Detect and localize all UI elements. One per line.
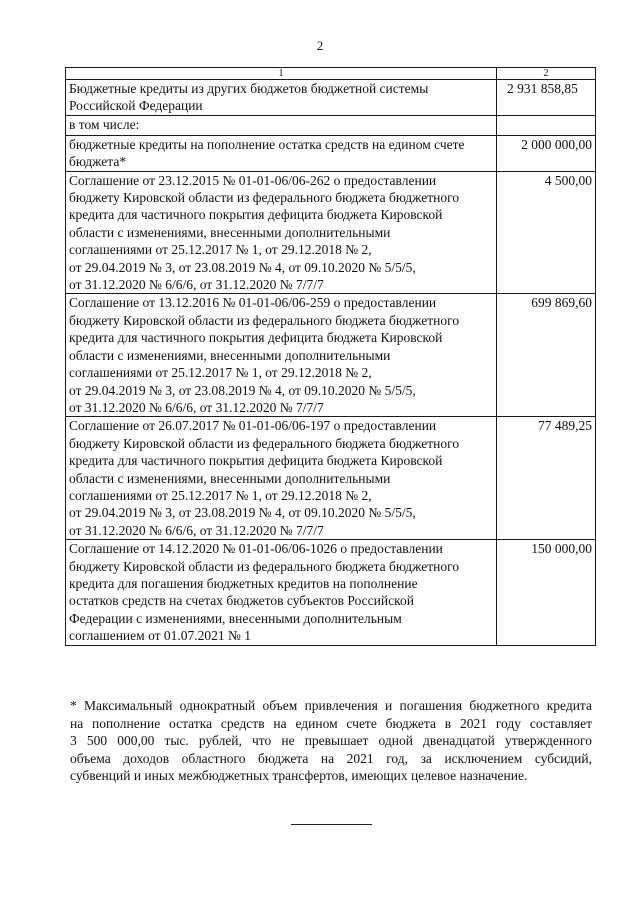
description-line: бюджетные кредиты на пополнение остатка средств на едином счете <box>69 136 465 152</box>
description-line: в том числе: <box>69 116 140 132</box>
description-line: кредита для частичного покрытия дефицита бюджета Кировской <box>69 207 443 223</box>
description-line: соглашениями от 25.12.2017 № 1, от 29.12.2018 № 2, <box>69 365 372 381</box>
table-row-including <box>66 115 596 135</box>
table-row-single-account-credits <box>66 135 596 171</box>
description-line: бюджету Кировской области из федерального бюджета бюджетного <box>69 190 460 206</box>
row-amount: 699 869,60 <box>497 294 596 417</box>
description-line: от 29.04.2019 № 3, от 23.08.2019 № 4, от 09.10.2020 № 5/5/5, <box>69 382 416 398</box>
description-line: бюджета* <box>69 154 127 170</box>
description-line: кредита для погашения бюджетных кредитов на пополнение <box>69 575 418 591</box>
description-line: соглашениями от 25.12.2017 № 1, от 29.12.2018 № 2, <box>69 487 372 503</box>
budget-credits-table <box>65 67 596 646</box>
footnote-line: на пополнение остатка средств на едином счете бюджета в 2021 году составляет <box>70 715 592 731</box>
table-row-agreement-2016 <box>66 294 596 417</box>
row-description <box>66 115 497 135</box>
column-header-description: 1 <box>66 68 497 80</box>
footnote-line: субвенций и иных межбюджетных трансфертов, имеющих целевое назначение. <box>70 768 528 784</box>
row-amount <box>497 115 596 135</box>
footnote-line: 3 500 000,00 тыс. рублей, что не превышает одной двенадцатой утвержденного <box>70 733 592 749</box>
page-number: 2 <box>316 38 324 53</box>
description-line: от 29.04.2019 № 3, от 23.08.2019 № 4, от 09.10.2020 № 5/5/5, <box>69 259 416 275</box>
end-divider <box>291 824 372 825</box>
footnote-line: * Максимальный однократный объем привлечения и погашения бюджетного кредита <box>70 698 592 713</box>
description-line: от 29.04.2019 № 3, от 23.08.2019 № 4, от 09.10.2020 № 5/5/5, <box>69 505 416 521</box>
row-description <box>66 80 497 116</box>
description-line: Бюджетные кредиты из других бюджетов бюджетной системы <box>69 81 429 96</box>
description-line: Соглашение от 14.12.2020 № 01-01-06/06-1026 о предоставлении <box>69 541 443 557</box>
description-line: бюджету Кировской области из федерального бюджета бюджетного <box>69 312 460 328</box>
description-line: Соглашение от 23.12.2015 № 01-01-06/06-262 о предоставлении <box>69 172 437 188</box>
description-line: от 31.12.2020 № 6/6/6, от 31.12.2020 № 7/7/7 <box>69 277 324 293</box>
row-amount: 2 931 858,85 <box>497 80 596 116</box>
description-line: Соглашение от 26.07.2017 № 01-01-06/06-197 о предоставлении <box>69 418 437 434</box>
row-description <box>66 540 497 645</box>
description-line: области с изменениями, внесенными дополнительными <box>69 347 391 363</box>
footnote-line: объема доходов областного бюджета на 2021 год, за исключением субсидий, <box>70 750 592 766</box>
row-description <box>66 135 497 171</box>
description-line: остатков средств на счетах бюджетов субъектов Российской <box>69 593 414 609</box>
footnote <box>70 697 592 785</box>
description-line: области с изменениями, внесенными дополнительными <box>69 470 391 486</box>
row-amount: 2 000 000,00 <box>497 135 596 171</box>
row-description <box>66 294 497 417</box>
description-line: от 31.12.2020 № 6/6/6, от 31.12.2020 № 7/7/7 <box>69 399 324 415</box>
row-description <box>66 171 497 294</box>
row-amount: 77 489,25 <box>497 417 596 540</box>
row-description <box>66 417 497 540</box>
description-line: от 31.12.2020 № 6/6/6, от 31.12.2020 № 7/7/7 <box>69 522 324 538</box>
description-line: кредита для частичного покрытия дефицита бюджета Кировской <box>69 453 443 469</box>
description-line: Российской Федерации <box>69 98 203 114</box>
description-line: Федерации с изменениями, внесенными дополнительным <box>69 610 402 626</box>
description-line: бюджету Кировской области из федерального бюджета бюджетного <box>69 558 460 574</box>
row-amount: 4 500,00 <box>497 171 596 294</box>
row-amount: 150 000,00 <box>497 540 596 645</box>
table-row-agreement-2020 <box>66 540 596 645</box>
description-line: бюджету Кировской области из федерального бюджета бюджетного <box>69 435 460 451</box>
column-header-amount: 2 <box>497 68 596 80</box>
description-line: Соглашение от 13.12.2016 № 01-01-06/06-259 о предоставлении <box>69 295 437 311</box>
table-row-budget-credits <box>66 80 596 116</box>
description-line: кредита для частичного покрытия дефицита бюджета Кировской <box>69 330 443 346</box>
table-row-agreement-2017 <box>66 417 596 540</box>
description-line: соглашениями от 25.12.2017 № 1, от 29.12.2018 № 2, <box>69 242 372 258</box>
table-row-agreement-2015 <box>66 171 596 294</box>
description-line: области с изменениями, внесенными дополнительными <box>69 224 391 240</box>
table-header-row <box>66 68 596 80</box>
description-line: соглашением от 01.07.2021 № 1 <box>69 628 252 644</box>
